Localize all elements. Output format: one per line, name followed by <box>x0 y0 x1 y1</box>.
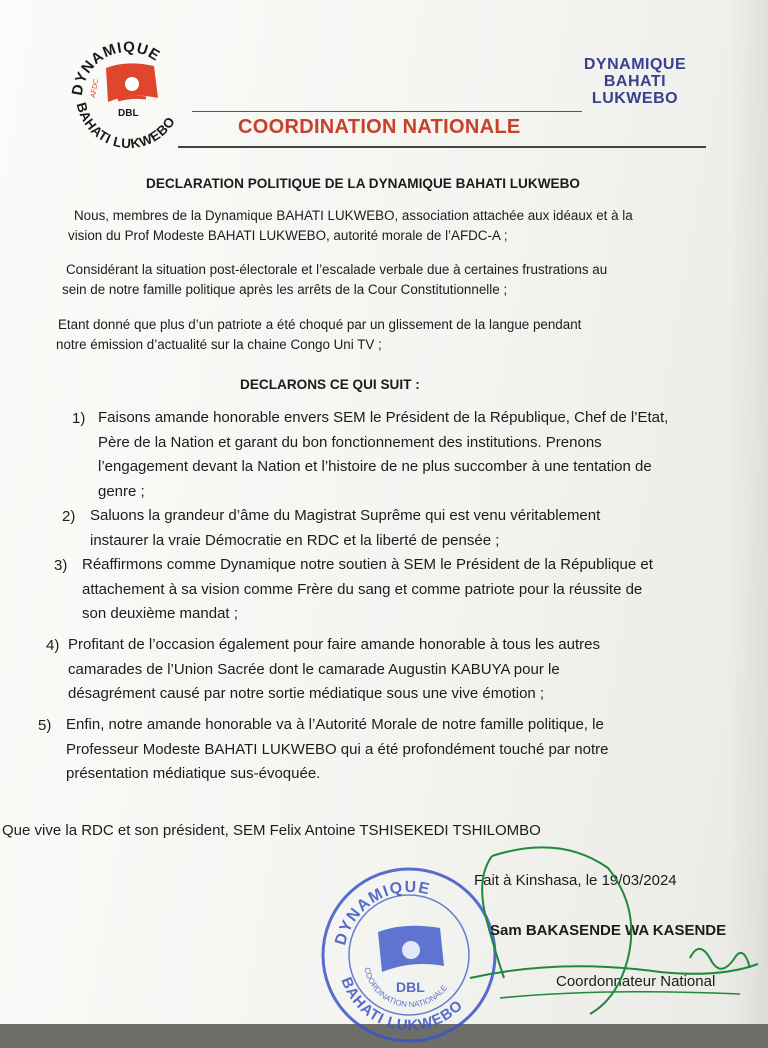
paragraph-3-line-2: notre émission d’actualité sur la chaine Congo Uni TV ; <box>56 337 382 352</box>
stamp-flag-icon <box>378 926 444 972</box>
dbl-logo <box>62 38 192 150</box>
document-title: DECLARATION POLITIQUE DE LA DYNAMIQUE BAHATI LUKWEBO <box>146 176 580 191</box>
closing-line: Que vive la RDC et son président, SEM Felix Antoine TSHISEKEDI TSHILOMBO <box>2 822 541 839</box>
item-1-line-1: Faisons amande honorable envers SEM le Président de la République, Chef de l’Etat, <box>98 409 669 426</box>
paragraph-2-line-1: Considérant la situation post-électorale et l’escalade verbale due à certaines frustrations au <box>66 262 608 277</box>
item-3-line-3: son deuxième mandat ; <box>82 605 238 622</box>
stamp-top-text: DYNAMIQUE <box>332 878 433 948</box>
item-5-line-2: Professeur Modeste BAHATI LUKWEBO qui a été profondément touché par notre <box>66 740 609 758</box>
item-4-line-3: désagrément causé par notre sortie médiatique sous une vive émotion ; <box>68 685 545 702</box>
item-1-number: 1) <box>72 410 86 427</box>
brand-line-3: LUKWEBO <box>591 90 679 107</box>
brand-block <box>560 56 710 107</box>
item-3-line-2: attachement à sa vision comme Frère du sang et comme patriote pour la réussite de <box>82 580 643 598</box>
logo-bottom-text: BAHATI LUKWEBO <box>73 100 179 150</box>
item-4-line-2: camarades de l’Union Sacrée dont le camarade Augustin KABUYA pour le <box>68 660 560 678</box>
flag-icon <box>106 63 158 102</box>
item-4-number: 4) <box>46 637 60 654</box>
logo-center-text: DBL <box>118 108 139 119</box>
item-3-line-1: Réaffirmons comme Dynamique notre soutien à SEM le Président de la République et <box>82 556 653 573</box>
stamp-center-text: DBL <box>396 979 425 995</box>
item-1-line-3: l’engagement devant la Nation et l’histoire de ne plus succomber à une tentation de <box>98 458 652 475</box>
signatory-role: Coordonnateur National <box>556 973 716 990</box>
item-2-number: 2) <box>62 508 76 525</box>
stamp-bottom-text: BAHATI LUKWEBO <box>337 974 467 1035</box>
signatory-name: Sam BAKASENDE WA KASENDE <box>490 922 727 939</box>
item-5-line-3: présentation médiatique sus-évoquée. <box>66 765 321 782</box>
list-item <box>98 406 720 504</box>
item-1-line-4: genre ; <box>98 482 145 500</box>
item-1-line-2: Père de la Nation et garant du bon fonctionnement des institutions. Prenons <box>98 433 602 451</box>
item-5-number: 5) <box>38 717 52 734</box>
logo-top-text: DYNAMIQUE <box>68 38 164 97</box>
place-date: Fait à Kinshasa, le 19/03/2024 <box>474 872 677 889</box>
logo-flag-text: AFDC <box>90 78 101 99</box>
list-item <box>82 553 738 627</box>
list-item <box>66 713 754 787</box>
item-3-number: 3) <box>54 557 68 574</box>
paragraph-2-line-2: sein de notre famille politique après les arrêts de la Cour Constitutionnelle ; <box>62 282 508 297</box>
item-5-line-1: Enfin, notre amande honorable va à l’Autorité Morale de notre famille politique, le <box>66 716 604 733</box>
item-2-line-1: Saluons la grandeur d’âme du Magistrat Suprême qui est venu véritablement <box>90 507 601 524</box>
paragraph-3-line-1: Etant donné que plus d’un patriote a été choqué par un glissement de la langue pendant <box>58 317 582 332</box>
list-item <box>90 504 730 553</box>
paragraph-1-line-2: vision du Prof Modeste BAHATI LUKWEBO, autorité morale de l’AFDC-A ; <box>68 228 508 243</box>
list-item <box>68 633 744 707</box>
stamp-inner-text: COORDINATION NATIONALE <box>362 966 450 1010</box>
brand-line-1: DYNAMIQUE <box>583 56 687 73</box>
item-2-line-2: instaurer la vraie Démocratie en RDC et la liberté de pensée ; <box>90 531 500 549</box>
handwritten-signature <box>440 838 768 1024</box>
brand-line-2: BAHATI <box>603 73 667 90</box>
header-rule-bottom <box>178 146 706 148</box>
paragraph-1-line-1: Nous, membres de la Dynamique BAHATI LUKWEBO, association attachée aux idéaux et à la <box>74 208 633 223</box>
header-rule-top <box>192 111 582 112</box>
declare-heading: DECLARONS CE QUI SUIT : <box>240 377 420 392</box>
item-4-line-1: Profitant de l’occasion également pour faire amande honorable à tous les autres <box>68 636 600 653</box>
coordination-title: COORDINATION NATIONALE <box>238 116 521 138</box>
